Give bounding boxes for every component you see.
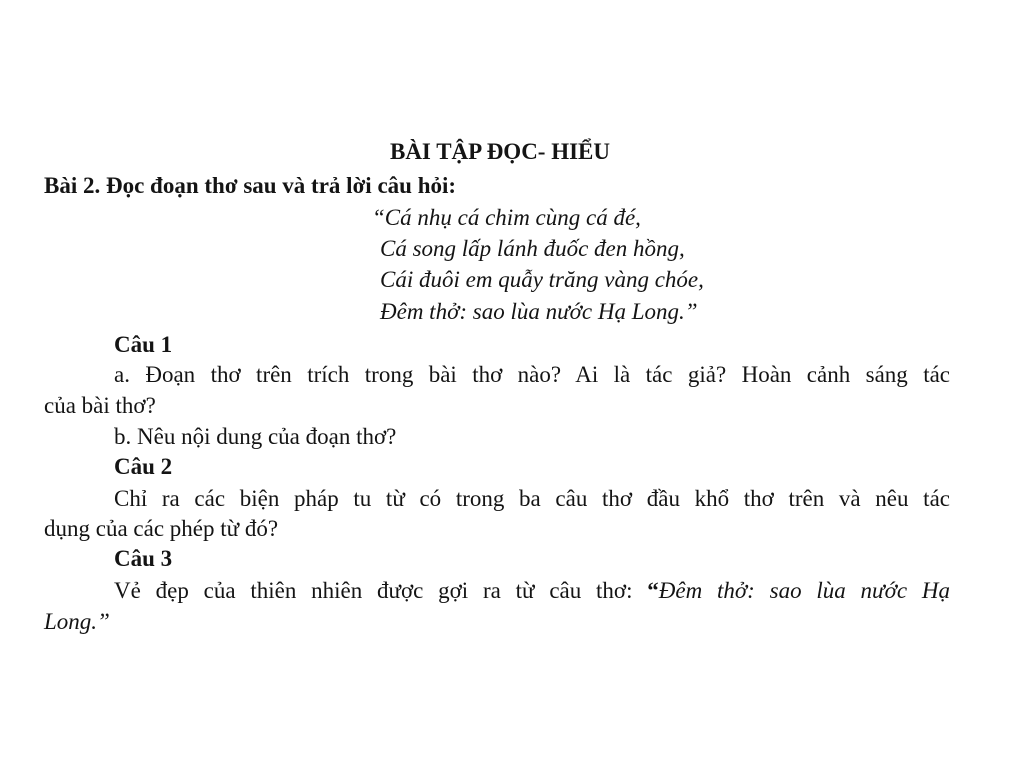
question-2-line-2: dụng của các phép từ đó? (44, 516, 279, 541)
exercise-heading: Bài 2. Đọc đoạn thơ sau và trả lời câu hỏi: (44, 173, 457, 198)
question-3-quote-open: “ (647, 578, 659, 603)
question-2-heading: Câu 2 (114, 454, 173, 479)
question-1b: b. Nêu nội dung của đoạn thơ? (114, 424, 397, 449)
document-title: BÀI TẬP ĐỌC- HIỂU (389, 139, 611, 164)
poem-line-1: “Cá nhụ cá chim cùng cá đé, (372, 205, 641, 230)
question-1a-line-2: của bài thơ? (44, 393, 156, 418)
poem-line-3: Cái đuôi em quẫy trăng vàng chóe, (380, 267, 704, 292)
question-3-heading: Câu 3 (114, 546, 173, 571)
question-2-line-1: Chỉ ra các biện pháp tu từ có trong ba câu thơ đầu khổ thơ trên và nêu tác (114, 486, 950, 511)
question-1-heading: Câu 1 (114, 332, 173, 357)
question-3-line-1 (114, 576, 950, 606)
question-3-quote: Đêm thở: sao lùa nước Hạ (658, 578, 950, 603)
question-1a-line-1: a. Đoạn thơ trên trích trong bài thơ nào? Ai là tác giả? Hoàn cảnh sáng tác (114, 362, 950, 387)
question-3-text: Vẻ đẹp của thiên nhiên được gợi ra từ câu thơ: (114, 578, 648, 603)
poem-line-4: Đêm thở: sao lùa nước Hạ Long.” (380, 299, 698, 324)
poem-line-2: Cá song lấp lánh đuốc đen hồng, (380, 236, 685, 261)
question-3-line-2: Long.” (44, 609, 110, 634)
